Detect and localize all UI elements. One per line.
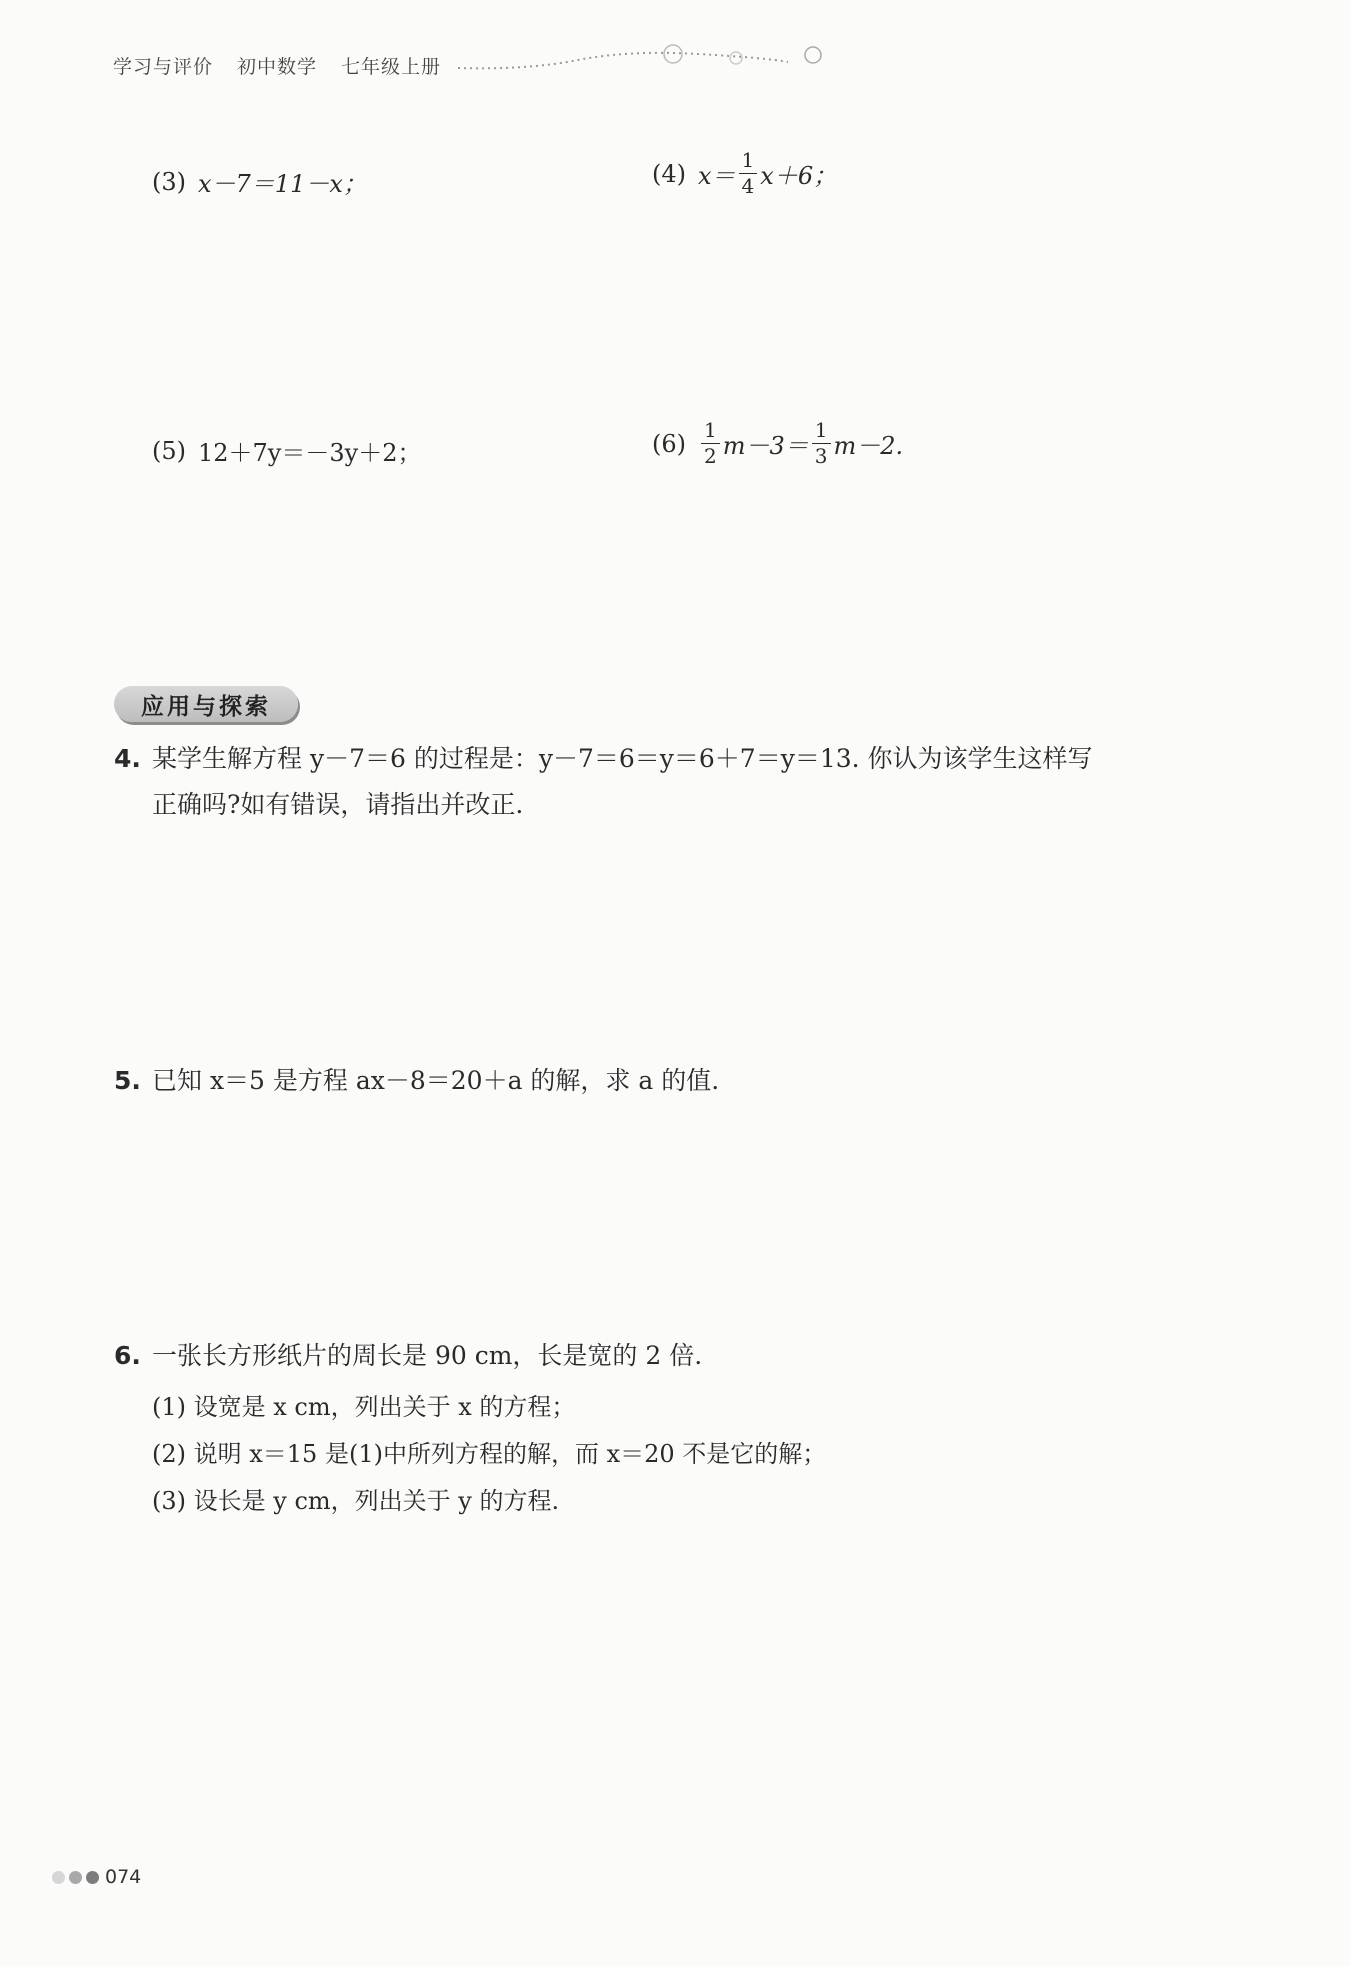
exercise-3 — [152, 164, 367, 199]
question-text-continued: 正确吗?如有错误，请指出并改正. — [152, 790, 524, 819]
fraction — [701, 420, 720, 467]
exercise-label: (4) — [652, 159, 686, 188]
equation-text: x－7＝11－x； — [198, 170, 367, 198]
page-header — [113, 52, 465, 79]
grade-title: 七年级上册 — [341, 56, 442, 78]
exercise-5 — [152, 433, 421, 468]
question-6-part-2: (2) 说明 x＝15 是(1)中所列方程的解，而 x＝20 不是它的解； — [152, 1440, 827, 1468]
fraction-denominator: 4 — [741, 174, 755, 198]
section-badge — [114, 686, 298, 722]
question-6-part-1: (1) 设宽是 x cm，列出关于 x 的方程； — [152, 1393, 576, 1421]
equation-right: m－2. — [833, 432, 904, 460]
exercise-4 — [652, 150, 837, 197]
section-title: 应用与探索 — [141, 693, 271, 720]
fraction-denominator: 2 — [704, 444, 717, 468]
question-number: 6. — [114, 1341, 141, 1370]
equation-text: 12＋7y＝－3y＋2； — [198, 439, 422, 467]
question-6-part-3: (3) 设长是 y cm，列出关于 y 的方程. — [152, 1487, 560, 1515]
subject-title: 初中数学 — [237, 56, 318, 78]
equation-left: x＝ — [698, 162, 736, 190]
footer-dot-icon — [69, 1871, 82, 1884]
question-number: 4. — [114, 744, 141, 773]
exercise-6 — [652, 420, 903, 467]
exercise-label: (6) — [652, 429, 686, 458]
fraction — [739, 150, 758, 197]
equation-middle: m－3＝ — [722, 432, 809, 460]
equation-right: x＋6； — [760, 162, 838, 190]
decorative-dotted-wave-icon — [448, 42, 868, 78]
fraction-numerator: 1 — [739, 150, 758, 174]
fraction-denominator: 3 — [814, 444, 828, 468]
question-number: 5. — [114, 1066, 141, 1095]
footer-dot-icon — [52, 1871, 65, 1884]
question-text: 某学生解方程 y－7＝6 的过程是：y－7＝6＝y＝6＋7＝y＝13. 你认为该学生这样写 — [152, 744, 1093, 773]
book-title: 学习与评价 — [113, 56, 214, 78]
question-5 — [114, 1058, 719, 1104]
question-text: 一张长方形纸片的周长是 90 cm，长是宽的 2 倍. — [152, 1341, 703, 1370]
page-number: 074 — [105, 1866, 142, 1888]
fraction-numerator: 1 — [701, 420, 720, 444]
question-text: 已知 x＝5 是方程 ax－8＝20＋a 的解，求 a 的值. — [152, 1066, 720, 1095]
fraction-numerator: 1 — [812, 420, 831, 444]
exercise-label: (3) — [152, 167, 186, 196]
fraction — [812, 420, 831, 467]
exercise-label: (5) — [152, 436, 186, 465]
question-6 — [114, 1333, 702, 1379]
page-footer — [52, 1866, 141, 1888]
footer-dot-icon — [86, 1871, 99, 1884]
question-4 — [114, 736, 1254, 828]
